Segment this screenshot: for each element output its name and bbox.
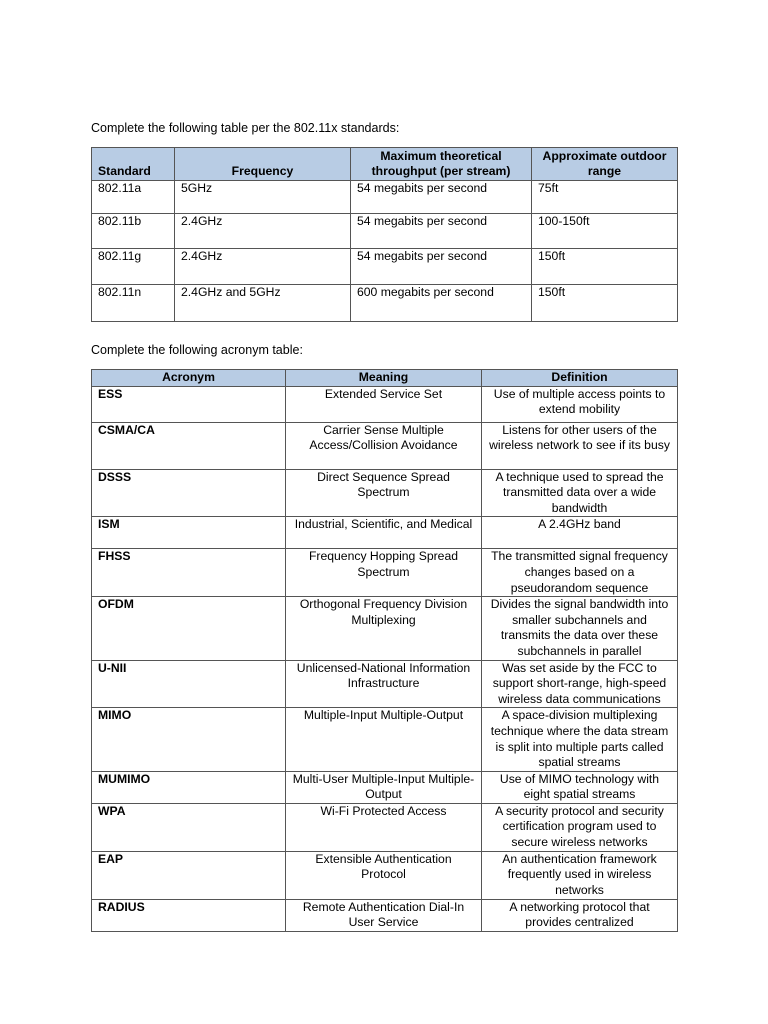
cell-throughput: 600 megabits per second	[351, 285, 532, 322]
cell-acronym: U-NII	[92, 660, 286, 708]
header-frequency: Frequency	[175, 148, 351, 181]
standards-header-row	[92, 148, 678, 181]
list-item	[92, 597, 678, 660]
list-item	[92, 422, 678, 469]
header-throughput: Maximum theoretical throughput (per stream)	[351, 148, 532, 181]
cell-acronym: MIMO	[92, 708, 286, 771]
standards-caption: Complete the following table per the 802.11x standards:	[91, 121, 400, 135]
acronym-table	[91, 369, 678, 932]
cell-meaning: Multi-User Multiple-Input Multiple-Output	[286, 771, 482, 803]
list-item	[92, 469, 678, 517]
cell-acronym: DSSS	[92, 469, 286, 517]
cell-range: 75ft	[532, 181, 678, 214]
list-item	[92, 771, 678, 803]
cell-meaning: Industrial, Scientific, and Medical	[286, 517, 482, 549]
cell-definition: A 2.4GHz band	[482, 517, 678, 549]
cell-standard: 802.11g	[92, 249, 175, 285]
cell-acronym: OFDM	[92, 597, 286, 660]
cell-acronym: WPA	[92, 803, 286, 851]
standards-table	[91, 147, 678, 322]
cell-definition: Was set aside by the FCC to support short-range, high-speed wireless data communications	[482, 660, 678, 708]
list-item	[92, 851, 678, 899]
cell-throughput: 54 megabits per second	[351, 214, 532, 249]
cell-meaning: Remote Authentication Dial-In User Service	[286, 899, 482, 931]
list-item	[92, 899, 678, 931]
cell-range: 150ft	[532, 285, 678, 322]
cell-meaning: Wi-Fi Protected Access	[286, 803, 482, 851]
cell-definition: An authentication framework frequently used in wireless networks	[482, 851, 678, 899]
cell-frequency: 5GHz	[175, 181, 351, 214]
cell-standard: 802.11b	[92, 214, 175, 249]
cell-frequency: 2.4GHz and 5GHz	[175, 285, 351, 322]
cell-standard: 802.11a	[92, 181, 175, 214]
header-acronym: Acronym	[92, 370, 286, 387]
cell-meaning: Extensible Authentication Protocol	[286, 851, 482, 899]
table-row	[92, 249, 678, 285]
list-item	[92, 549, 678, 597]
cell-acronym: ESS	[92, 386, 286, 422]
table-row	[92, 285, 678, 322]
cell-meaning: Direct Sequence Spread Spectrum	[286, 469, 482, 517]
cell-definition: A technique used to spread the transmitted data over a wide bandwidth	[482, 469, 678, 517]
cell-definition: A space-division multiplexing technique where the data stream is split into multiple parts called spatial streams	[482, 708, 678, 771]
cell-meaning: Carrier Sense Multiple Access/Collision Avoidance	[286, 422, 482, 469]
header-meaning: Meaning	[286, 370, 482, 387]
list-item	[92, 517, 678, 549]
cell-throughput: 54 megabits per second	[351, 249, 532, 285]
cell-range: 100-150ft	[532, 214, 678, 249]
cell-throughput: 54 megabits per second	[351, 181, 532, 214]
header-standard: Standard	[92, 148, 175, 181]
cell-definition: Use of multiple access points to extend mobility	[482, 386, 678, 422]
cell-definition: Divides the signal bandwidth into smaller subchannels and transmits the data over these subchannels in parallel	[482, 597, 678, 660]
cell-definition: The transmitted signal frequency changes based on a pseudorandom sequence	[482, 549, 678, 597]
cell-acronym: FHSS	[92, 549, 286, 597]
cell-meaning: Orthogonal Frequency Division Multiplexing	[286, 597, 482, 660]
cell-frequency: 2.4GHz	[175, 249, 351, 285]
cell-definition: Listens for other users of the wireless network to see if its busy	[482, 422, 678, 469]
list-item	[92, 803, 678, 851]
cell-acronym: MUMIMO	[92, 771, 286, 803]
cell-acronym: CSMA/CA	[92, 422, 286, 469]
header-definition: Definition	[482, 370, 678, 387]
header-range: Approximate outdoor range	[532, 148, 678, 181]
table-row	[92, 181, 678, 214]
cell-acronym: ISM	[92, 517, 286, 549]
cell-meaning: Frequency Hopping Spread Spectrum	[286, 549, 482, 597]
cell-range: 150ft	[532, 249, 678, 285]
cell-acronym: EAP	[92, 851, 286, 899]
list-item	[92, 386, 678, 422]
acronym-caption: Complete the following acronym table:	[91, 343, 303, 357]
list-item	[92, 660, 678, 708]
cell-definition: A security protocol and security certification program used to secure wireless networks	[482, 803, 678, 851]
table-row	[92, 214, 678, 249]
cell-acronym: RADIUS	[92, 899, 286, 931]
cell-definition: A networking protocol that provides centralized	[482, 899, 678, 931]
cell-definition: Use of MIMO technology with eight spatial streams	[482, 771, 678, 803]
cell-frequency: 2.4GHz	[175, 214, 351, 249]
cell-standard: 802.11n	[92, 285, 175, 322]
cell-meaning: Multiple-Input Multiple-Output	[286, 708, 482, 771]
cell-meaning: Unlicensed-National Information Infrastructure	[286, 660, 482, 708]
acronym-header-row	[92, 370, 678, 387]
cell-meaning: Extended Service Set	[286, 386, 482, 422]
list-item	[92, 708, 678, 771]
